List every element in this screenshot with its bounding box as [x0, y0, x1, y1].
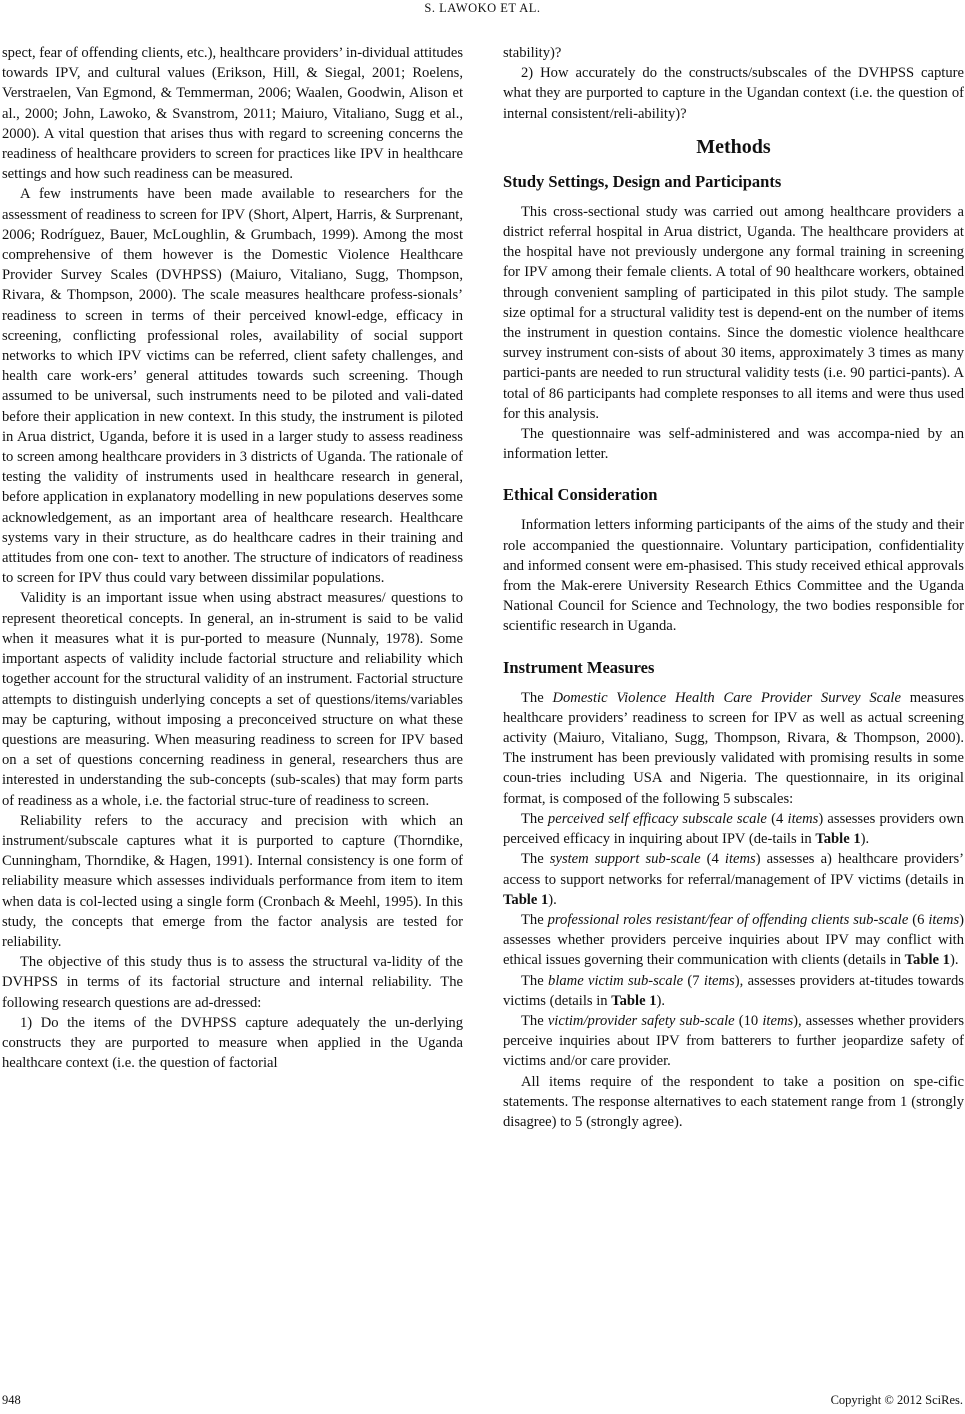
paragraph: Validity is an important issue when using abstract measures/ questions to represent theoretical concepts. In general, an in-strument is said to be valid when it measures what it is pur-ported to measure (Nunnaly, 1978). Some important aspects of validity include factorial structure and reliability which together account for the structural validity of an instrument. Factorial structure attempts to distinguish underlying concepts a set of questions/items/variables may be capturing, without imposing a preconceived structure on what these questions are measuring. When measuring readiness to screen for IPV based on a set of questions concerning readiness in general, researchers thus are interested in understanding the sub-concepts (sub-scales) that may form parts of readiness as a whole, i.e. the factorial struc-ture of readiness to screen.: [2, 590, 463, 809]
paragraph: 1) Do the items of the DVHPSS capture adequately the un-derlying constructs they are purported to measure when applied in the Uganda healthcare context (i.e. the question of factorial: [2, 1014, 463, 1072]
left-column: [2, 43, 463, 1073]
paragraph: This cross-sectional study was carried out among healthcare providers a district referral hospital in Arua district, Uganda. The healthcare providers at the hospital have not previously undergone any formal training in screening for IPV among their female clients. A total of 90 healthcare workers, obtained through convenient sampling of participated in this pilot study. The sample size optimal for a structural validity test is depend-ent on the number of items the instrument in question contains. Since the domestic violence healthcare survey instrument con-sists of about 30 items, approximately 3 times as many partici-pants are needed to run structural validity tests (i.e. 90 partici-pants). A total of 86 participants had complete responses to all items and were thus used for this analysis.: [503, 203, 964, 422]
section-heading-methods: Methods: [696, 135, 771, 158]
paragraph: The Domestic Violence Health Care Provider Survey Scale measures healthcare providers’ readiness to screen for IPV as well as actual screening activity (Maiuro, Vitaliano, Sugg, Thompson, Rivara, & Thompson, 2000). The instrument has been previously validated with promising results in some coun-tries including USA and Nigeria. The questionnaire, in its original format, is composed of the following 5 subscales:: [503, 689, 965, 807]
subsection-heading-study-settings: Study Settings, Design and Participants: [503, 171, 782, 191]
paragraph: Information letters informing participants of the aims of the study and their role accompanied the questionnaire. Voluntary participation, confidentiality and informed consent were em-phasised. This study received ethical approvals from the Mak-erere University Research Ethics Committee and the Uganda National Council for Science and Technology, the two bodies responsible for scientific research in Uganda.: [503, 517, 964, 635]
paragraph: The system support sub-scale (4 items) assesses a) healthcare providers’ access to support networks for referral/management of IPV victims (details in Table 1).: [503, 851, 964, 908]
subsection-heading-instrument: Instrument Measures: [503, 657, 655, 677]
paragraph: The objective of this study thus is to assess the structural va-lidity of the DVHPSS in terms of its factorial structure and internal reliability. The following research questions are ad-dressed:: [2, 954, 463, 1011]
paragraph: Reliability refers to the accuracy and precision with which an instrument/subscale captures what it is purported to capture (Thorndike, Cunningham, Thorndike, & Hagen, 1991). Internal consistency is one form of reliability measure which assesses individuals performance from item to item when data is col-lected using a single form (Cronbach & Meehl, 1995). In this study, the concepts that emerge from the factor analysis are tested for reliability.: [2, 812, 463, 950]
paragraph: 2) How accurately do the constructs/subscales of the DVHPSS capture what they are purported to capture in the Ugandan context (i.e. the question of internal consistent/reli-ability)?: [503, 65, 964, 122]
paragraph: The victim/provider safety sub-scale (10 items), assesses whether providers perceive inquiries about IPV from batterers to further jeopardize safety of victims and/or care provider.: [503, 1012, 964, 1070]
right-column: [503, 43, 964, 1132]
copyright-notice: Copyright © 2012 SciRes.: [830, 1393, 963, 1407]
paragraph: spect, fear of offending clients, etc.), healthcare providers’ in-dividual attitudes towards IPV, and cultural values (Erikson, Hill, & Siegal, 2001; Roelens, Verstraelen, Van Egmond, & Temmerman, 2006; Waalen, Goodwin, Alison et al., 2000; John, Lawoko, & Svanstrom, 2011; Maiuro, Vitaliano, Sugg et al., 2000). A vital question that arises thus with regard to screening concerns the readiness of healthcare providers to screen for practices like IPV in healthcare settings and how such readiness can be measured.: [2, 45, 464, 183]
paragraph: The professional roles resistant/fear of offending clients sub-scale (6 items) assesses whether providers perceive inquiries about IPV may conflict with ethical issues governing their communication with clients (details in Table 1).: [503, 911, 964, 969]
paragraph: stability)?: [503, 45, 562, 61]
page-number: 948: [2, 1393, 21, 1407]
paragraph: All items require of the respondent to take a position on spe-cific statements. The response alternatives to each statement range from 1 (strongly disagree) to 5 (strongly agree).: [503, 1073, 964, 1130]
paragraph: A few instruments have been made available to researchers for the assessment of readiness to screen for IPV (Short, Alpert, Harris, & Surprenant, 2006; Rodríguez, Bauer, McLoughlin, & Grumbach, 1999). Among the most comprehensive of them however is the Domestic Violence Healthcare Provider Survey Scales (DVHPSS) (Maiuro, Vitaliano, Sugg, Thompson, Rivara, & Thompson, 2000). The scale measures healthcare profess-sionals’ readiness to screen in terms of their perceived knowl-edge, efficacy in screening, conflicting professional roles, availability of social support networks to which IPV victims can be referred, client safety challenges, and health care work-ers’ general attitudes towards such screening. Though assumed to be universal, such instruments need to be piloted and vali-dated before their application in new context. In this study, the instrument is piloted in Arua district, Uganda, before it is used in a larger study to assess readiness to screen among healthcare providers in 3 districts of Uganda. The rationale of testing the validity of instruments used in healthcare research in general, before application in explanatory modelling in new populations deserves some acknowledgement, as an important area of healthcare research. Healthcare systems vary in their structure, as do healthcare cadres in their training and attitudes from one con- text to another. The structure of indicators of readiness to screen for IPV thus could vary between dissimilar populations.: [2, 186, 463, 587]
paragraph: The questionnaire was self-administered and was accompa-nied by an information letter.: [503, 426, 964, 463]
running-head: S. LAWOKO ET AL.: [424, 1, 541, 15]
paragraph: The perceived self efficacy subscale scale (4 items) assesses providers own perceived efficacy in inquiring about IPV (de-tails in Table 1).: [503, 810, 964, 848]
paragraph: The blame victim sub-scale (7 items), assesses providers at-titudes towards victims (details in Table 1).: [503, 972, 964, 1009]
subsection-heading-ethical: Ethical Consideration: [503, 485, 658, 505]
